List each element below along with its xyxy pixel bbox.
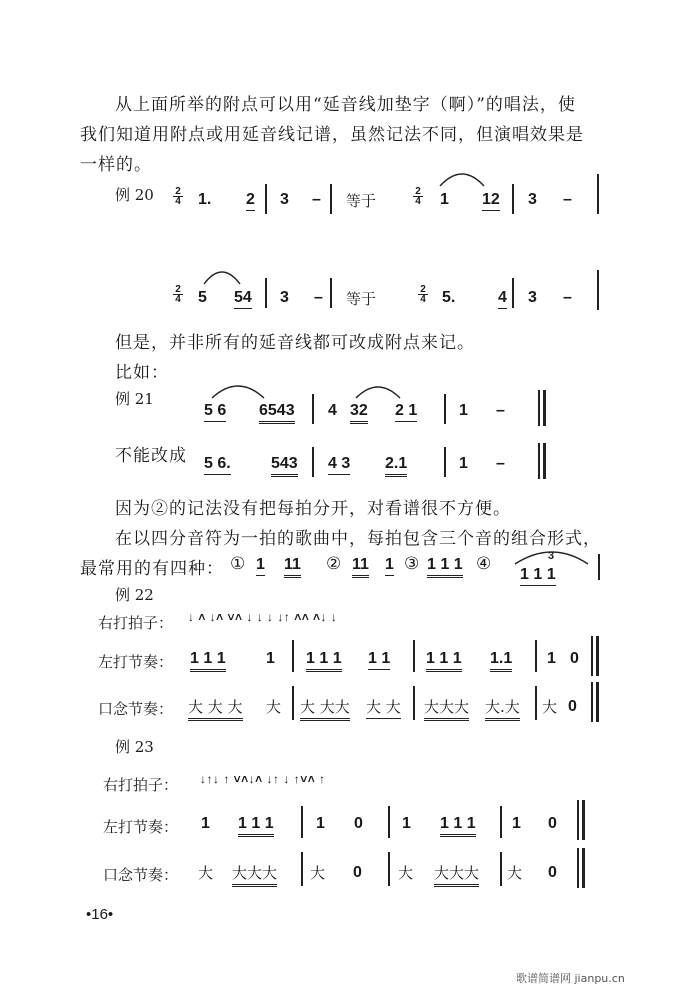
note: 1.1 [490, 650, 512, 672]
note: 32 [350, 402, 368, 424]
note: 3 [528, 191, 537, 208]
note: 3 [280, 289, 289, 306]
circled-1: ① [230, 554, 246, 574]
recite-rhythm-label: 口念节奏： [103, 866, 179, 884]
note: 1 1 [368, 650, 390, 670]
rest: 0 [353, 864, 362, 881]
syllables: 大 大大 [300, 696, 350, 721]
dash: – [312, 191, 321, 208]
dash: – [314, 289, 323, 306]
time-signature: $\frac{2}{4}$ [418, 285, 428, 304]
note: 11 [352, 556, 369, 578]
triplet-mark: 3 [548, 550, 555, 562]
note: 2.1 [385, 455, 407, 477]
paragraph-5-line-2: 最常用的有四种： [80, 559, 224, 579]
note: 5 6 [204, 402, 226, 422]
syllables: 大 大 [366, 696, 401, 719]
watermark: 歌谱简谱网 jianpu.cn [516, 972, 625, 985]
note: 1 1 1 [426, 650, 462, 672]
note: 1 [547, 650, 556, 667]
syllables: 大 大 大 [188, 696, 243, 721]
example-21-label: 例 21 [115, 390, 154, 408]
note: 5 6. [204, 455, 231, 475]
circled-4: ④ [476, 554, 492, 574]
note: 2 [246, 191, 255, 211]
note: 1 [266, 650, 275, 667]
example-22-label: 例 22 [115, 586, 154, 604]
paragraph-3: 比如： [115, 363, 169, 383]
note: 1 1 1 [520, 566, 556, 586]
paragraph-1-line-3: 一样的。 [80, 155, 152, 175]
slur [440, 174, 484, 186]
example-20-label: 例 20 [115, 186, 154, 204]
syllable: 大 [507, 864, 523, 882]
example-23-label: 例 23 [115, 738, 154, 756]
note: 1 [459, 402, 468, 419]
note: 1 1 1 [190, 650, 226, 672]
paragraph-4: 因为②的记法没有把每拍分开，对看谱很不方便。 [115, 499, 511, 519]
note: 54 [234, 289, 252, 309]
note: 3 [528, 289, 537, 306]
syllable: 大 [198, 864, 214, 882]
dash: – [563, 191, 572, 208]
note: 1 1 1 [440, 815, 476, 837]
cannot-change-label: 不能改成 [115, 446, 187, 466]
paragraph-5-line-1: 在以四分音符为一拍的歌曲中，每拍包含三个音的组合形式， [115, 529, 601, 549]
page-number: •16• [86, 906, 114, 923]
note: 6543 [259, 402, 295, 424]
note: 543 [271, 455, 298, 477]
note: 12 [482, 191, 500, 211]
time-signature: $\frac{2}{4}$ [173, 285, 183, 304]
time-signature: $\frac{2}{4}$ [173, 187, 183, 206]
dash: – [563, 289, 572, 306]
slur [356, 387, 400, 398]
paragraph-2: 但是，并非所有的延音线都可改成附点来记。 [115, 333, 475, 353]
syllables: 大大大 [232, 862, 277, 887]
rest: 0 [548, 864, 557, 881]
syllable: 大 [542, 698, 558, 716]
triplet-bracket [515, 552, 588, 564]
syllables: 大大大 [424, 696, 469, 721]
slur [212, 386, 264, 398]
circled-2: ② [326, 554, 342, 574]
syllable: 大 [310, 864, 326, 882]
note: 1 1 1 [306, 650, 342, 672]
note: 1 [385, 556, 394, 576]
syllable: 大 [398, 864, 414, 882]
rest: 0 [568, 698, 577, 715]
recite-rhythm-label: 口念节奏： [98, 700, 174, 718]
note: 5. [442, 289, 456, 306]
note: 1 [316, 815, 325, 832]
time-signature: $\frac{2}{4}$ [413, 187, 423, 206]
syllable: 大 [266, 698, 282, 716]
left-rhythm-label: 左打节奏： [98, 653, 174, 671]
note: 1 [512, 815, 521, 832]
note: 1 [440, 191, 449, 208]
note: 1. [198, 191, 212, 208]
equals-text: 等于 [346, 290, 377, 308]
paragraph-1-line-2: 我们知道用附点或用延音线记谱，虽然记法不同，但演唱效果是 [80, 125, 584, 145]
right-beat-label: 右打拍子： [103, 776, 179, 794]
note: 4 3 [328, 455, 350, 475]
beat-arrows: ↓ ˄ ↓˄ ˅˄ ↓ ↓ ↓ ↓↑ ˄˄ ˄↓ ↓ [188, 610, 338, 624]
left-rhythm-label: 左打节奏： [103, 818, 179, 836]
slur [204, 272, 240, 284]
note: 2 1 [395, 402, 417, 422]
syllables: 大.大 [485, 696, 520, 721]
note: 11 [284, 556, 301, 578]
rest: 0 [354, 815, 363, 832]
note: 1 [256, 556, 265, 576]
syllables: 大大大 [434, 862, 479, 887]
note: 5 [198, 289, 207, 306]
note: 4 [498, 289, 507, 309]
dash: – [496, 402, 505, 419]
note: 1 1 1 [427, 556, 463, 578]
right-beat-label: 右打拍子： [98, 614, 174, 632]
note: 3 [280, 191, 289, 208]
beat-arrows: ↓↑↓ ↑ ˅˄↓˄ ↓↑ ↓ ↑˅˄ ↑ [200, 772, 326, 786]
rest: 0 [548, 815, 557, 832]
rest: 0 [570, 650, 579, 667]
note: 1 1 1 [238, 815, 274, 837]
paragraph-1-line-1: 从上面所举的附点可以用“延音线加垫字（啊）”的唱法，使 [115, 95, 576, 115]
note: 1 [402, 815, 411, 832]
dash: – [496, 455, 505, 472]
circled-3: ③ [404, 554, 420, 574]
note: 1 [201, 815, 210, 832]
note: 4 [328, 402, 337, 419]
note: 1 [459, 455, 468, 472]
equals-text: 等于 [346, 192, 377, 210]
